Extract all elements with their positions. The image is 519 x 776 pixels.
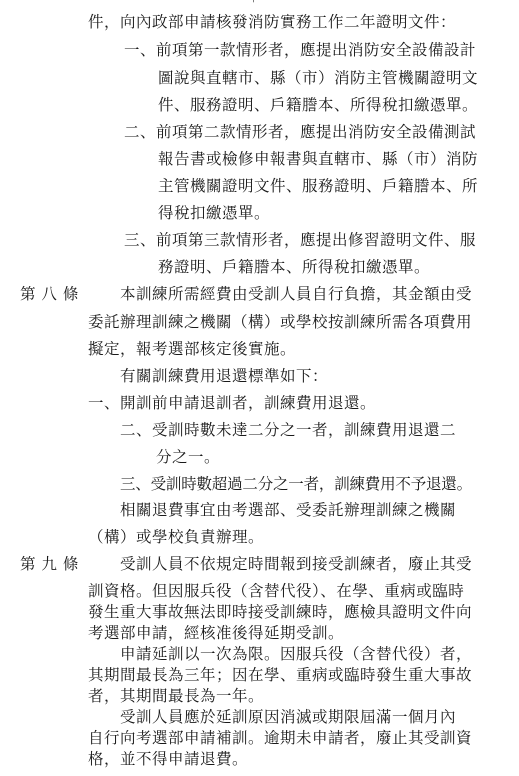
article-9-line-10: 格，並不得申請退費。: [88, 750, 249, 768]
article-8-line-4: 有關訓練費用退還標準如下：: [120, 367, 329, 385]
scan-mark: ': [252, 0, 256, 10]
article-9-line-9: 自行向考選部申請補訓。逾期未申請者，廢止其受訓資: [88, 729, 473, 747]
article-8-line-9: 相關退費事宜由考選部、受委託辦理訓練之機關: [120, 501, 457, 519]
article-9-line-4: 考選部申請，經核准後得延期受訓。: [88, 624, 345, 642]
article-8-line-3: 擬定，報考選部核定後實施。: [88, 340, 297, 358]
list-item-2-line-4: 得稅扣繳憑單。: [158, 204, 271, 222]
article-8-line-5: 一、開訓前申請退訓者，訓練費用退還。: [88, 394, 377, 412]
article-9-line-8: 受訓人員應於延訓原因消滅或期限屆滿一個月內: [120, 708, 457, 726]
list-item-1-line-1: 一、前項第一款情形者，應提出消防安全設備設計: [124, 41, 477, 59]
article-8-line-2: 委託辦理訓練之機關（構）或學校按訓練所需各項費用: [88, 313, 473, 331]
article-9-line-6: 其期間最長為三年；因在學、重病或臨時發生重大事故: [88, 666, 473, 684]
article-8-line-1: 本訓練所需經費由受訓人員自行負擔，其金額由受: [120, 285, 473, 303]
list-item-2-line-1: 二、前項第二款情形者，應提出消防安全設備測試: [124, 123, 477, 141]
article-8-line-6: 二、受訓時數未達二分之一者，訓練費用退還二: [120, 421, 457, 439]
list-item-2-line-2: 報告書或檢修申報書與直轄市、縣（市）消防: [158, 150, 479, 168]
article-8-line-7: 分之一。: [156, 448, 221, 466]
article-8-label: 第 八 條: [20, 285, 79, 303]
article-9-line-1: 受訓人員不依規定時間報到接受訓練者，廢止其受: [120, 555, 473, 573]
article-9-line-3: 發生重大事故無法即時接受訓練時，應檢具證明文件向: [88, 603, 473, 621]
article-9-line-5: 申請延訓以一次為限。因服兵役（含替代役）者，: [120, 645, 473, 663]
intro-line: 件，向內政部申請核發消防實務工作二年證明文件：: [88, 13, 457, 31]
list-item-3-line-1: 三、前項第三款情形者，應提出修習證明文件、服: [124, 231, 477, 249]
list-item-1-line-2: 圖說與直轄市、縣（市）消防主管機關證明文: [158, 69, 479, 87]
article-8-line-8: 三、受訓時數超過二分之一者，訓練費用不予退還。: [120, 475, 472, 493]
article-9-line-7: 者，其期間最長為一年。: [88, 687, 265, 705]
article-9-line-2: 訓資格。但因服兵役（含替代役）、在學、重病或臨時: [88, 582, 465, 600]
list-item-3-line-2: 務證明、戶籍謄本、所得稅扣繳憑單。: [158, 258, 431, 276]
list-item-1-line-3: 件、服務證明、戶籍謄本、所得稅扣繳憑單。: [158, 96, 479, 114]
article-9-label: 第 九 條: [20, 555, 79, 573]
article-8-line-10: （構）或學校負責辦理。: [88, 528, 265, 546]
list-item-2-line-3: 主管機關證明文件、服務證明、戶籍謄本、所: [158, 177, 479, 195]
